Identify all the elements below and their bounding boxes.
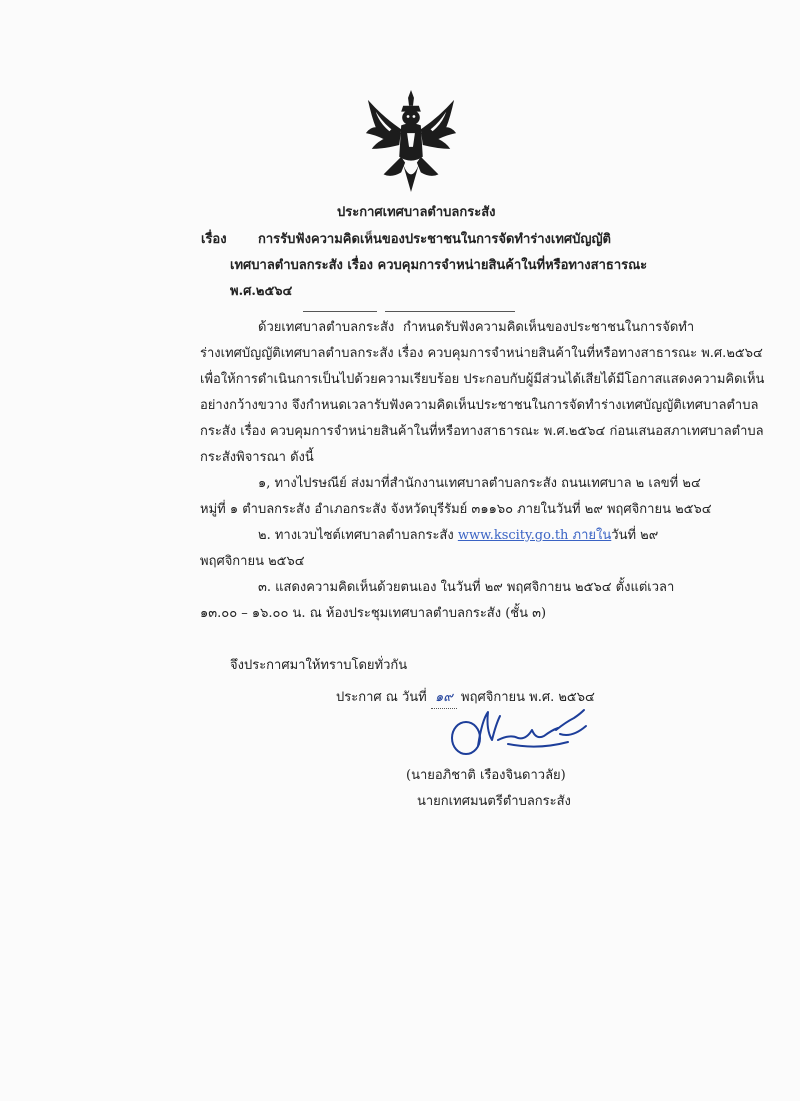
- paragraph-1-line-5: กระสัง เรื่อง ควบคุมการจำหน่ายสินค้าในที่หรือทางสาธารณะ พ.ศ.๒๕๖๔ ก่อนเสนอสภาเทศบาลตำบล: [200, 424, 764, 439]
- item-1-line-2: หมู่ที่ ๑ ตำบลกระสัง อำเภอกระสัง จังหวัดบุรีรัมย์ ๓๑๑๖๐ ภายในวันที่ ๒๙ พฤศจิกายน ๒๕๖๔: [200, 502, 712, 517]
- separator-line-short: [303, 311, 377, 312]
- paragraph-1-line-1a: ด้วยเทศบาลตำบลกระสัง: [258, 320, 395, 335]
- date-day-handwritten: ๑๙: [431, 688, 457, 709]
- closing-statement: จึงประกาศมาให้ทราบโดยทั่วกัน: [230, 658, 408, 673]
- item-1-line-1: ๑, ทางไปรษณีย์ ส่งมาที่สำนักงานเทศบาลตำบลกระสัง ถนนเทศบาล ๒ เลขที่ ๒๔: [258, 476, 701, 491]
- signer-title: นายกเทศมนตรีตำบลกระสัง: [417, 794, 571, 809]
- paragraph-1-line-6: กระสังพิจารณา ดังนี้: [200, 450, 314, 465]
- item-3-line-2: ๑๓.๐๐ – ๑๖.๐๐ น. ณ ห้องประชุมเทศบาลตำบลกระสัง (ชั้น ๓): [200, 606, 547, 621]
- page-title: ประกาศเทศบาลตำบลกระสัง: [337, 205, 496, 220]
- signer-name: (นายอภิชาติ เรืองจินดาวลัย): [406, 768, 566, 783]
- item-2-line-1: [258, 526, 658, 546]
- item-2-prefix: ๒. ทางเวบไซต์เทศบาลตำบลกระสัง: [258, 528, 458, 543]
- item-3-line-1: ๓. แสดงความคิดเห็นด้วยตนเอง ในวันที่ ๒๙ พฤศจิกายน ๒๕๖๔ ตั้งแต่เวลา: [258, 580, 675, 595]
- item-2-suffix: วันที่ ๒๙: [611, 528, 659, 543]
- subject-line-2: เทศบาลตำบลกระสัง เรื่อง ควบคุมการจำหน่ายสินค้าในที่หรือทางสาธารณะ: [230, 258, 648, 273]
- handwritten-signature: [448, 700, 598, 760]
- paragraph-1-line-1b: กำหนดรับฟังความคิดเห็นของประชาชนในการจัดทำ: [403, 320, 695, 335]
- subject-line-3: พ.ศ.๒๕๖๔: [230, 284, 293, 299]
- date-prefix: ประกาศ ณ วันที่: [336, 690, 427, 705]
- item-2-line-2: พฤศจิกายน ๒๕๖๔: [200, 554, 305, 569]
- subject-label: เรื่อง: [201, 232, 227, 247]
- paragraph-1-line-2: ร่างเทศบัญญัติเทศบาลตำบลกระสัง เรื่อง ควบคุมการจำหน่ายสินค้าในที่หรือทางสาธารณะ พ.ศ.๒๕๖๔: [200, 346, 763, 361]
- date-suffix: พฤศจิกายน พ.ศ. ๒๕๖๔: [461, 690, 595, 705]
- paragraph-1-line-4: อย่างกว้างขวาง จึงกำหนดเวลารับฟังความคิดเห็นประชาชนในการจัดทำร่างเทศบัญญัติเทศบาลตำบล: [200, 398, 759, 413]
- garuda-emblem-icon: [362, 88, 460, 196]
- separator-line-long: [385, 311, 515, 312]
- paragraph-1-line-3: เพื่อให้การดำเนินการเป็นไปด้วยความเรียบร้อย ประกอบกับผู้มีส่วนได้เสียได้มีโอกาสแสดงความคิดเห็น: [200, 372, 765, 387]
- website-link[interactable]: www.kscity.go.th ภายใน: [457, 528, 612, 543]
- subject-line-1: การรับฟังความคิดเห็นของประชาชนในการจัดทำร่างเทศบัญญัติ: [258, 232, 611, 247]
